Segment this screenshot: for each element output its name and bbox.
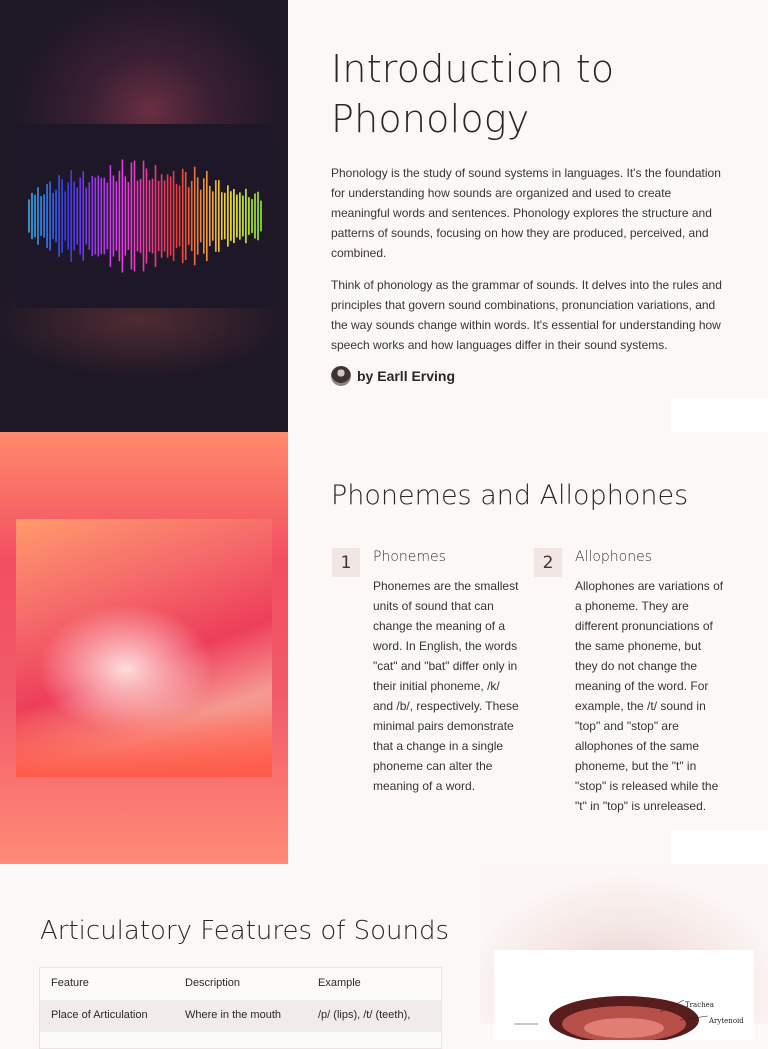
intro-image-panel: [0, 0, 288, 432]
item-title: Allophones: [575, 549, 653, 565]
table-header-row: [40, 968, 441, 1000]
table-cell: Where in the mouth: [185, 1009, 281, 1021]
sunset-gradient-image: [16, 519, 272, 777]
item-title: Phonemes: [373, 549, 446, 565]
arytenoid-label: Arytenoid: [709, 1017, 744, 1025]
table-row: [40, 1000, 441, 1032]
page-title-line1: Introduction to: [331, 47, 615, 91]
features-table: [39, 967, 442, 1049]
trachea-label: Trachea: [685, 1001, 714, 1009]
item-text: Phonemes are the smallest units of sound that can change the meaning of a word. In English, the words "cat" and "bat" differ only in their initial phoneme, /k/ and /b/, respectively. These minimal pairs demonstrate that a change in a single phoneme can alter the meaning of a word.: [373, 579, 519, 793]
intro-paragraph-1: Phonology is the study of sound systems in languages. It's the foundation for understanding how sounds are organized and used to create meaningful words and sentences. Phonology explores the structure and patterns of sounds, focusing on how they are produced, perceived, and combined.: [331, 166, 721, 260]
phonemes-image-panel: [0, 432, 288, 864]
page-title-line2: Phonology: [331, 97, 530, 141]
author-byline: [331, 366, 455, 386]
vocal-anatomy-diagram: [494, 950, 754, 1040]
articulatory-section-title: Articulatory Features of Sounds: [40, 916, 450, 946]
decorative-tab: [671, 398, 768, 432]
sound-wave-graphic: [16, 124, 272, 308]
phonemes-section: [0, 432, 768, 864]
table-cell: /p/ (lips), /t/ (teeth),: [318, 1009, 411, 1021]
item-text: Allophones are variations of a phoneme. They are different pronunciations of the same phoneme, but they do not change the meaning of the word. For example, the /t/ sound in "top" and "stop" are allophones of the same phoneme, but the "t" in "stop" is released while the "t" in "top" is unreleased.: [575, 579, 724, 813]
sound-wave-image: [16, 124, 272, 308]
table-cell: Place of Articulation: [51, 1009, 148, 1021]
decorative-tab: [671, 830, 768, 864]
phonemes-section-title: Phonemes and Allophones: [331, 480, 689, 511]
articulatory-section: [0, 864, 768, 1024]
articulatory-image-panel: [480, 864, 768, 1024]
author-name: by Earll Erving: [357, 368, 456, 384]
intro-paragraph-2: Think of phonology as the grammar of sounds. It delves into the rules and principles that govern sound combinations, pronunciation variations, and the way sounds change within words. It's essential for understanding how speech works and how languages differ in their sound systems.: [331, 278, 722, 352]
vocal-folds-shape: [584, 1018, 664, 1038]
page-title: [331, 44, 731, 144]
item-number-badge: 1: [332, 548, 360, 577]
avatar: [331, 366, 351, 386]
intro-section: [0, 0, 768, 432]
table-header-cell: Feature: [51, 977, 89, 989]
table-header-cell: Description: [185, 977, 241, 989]
table-header-cell: Example: [318, 977, 361, 989]
item-number-badge: 2: [534, 548, 562, 577]
larynx-illustration: [494, 950, 754, 1040]
